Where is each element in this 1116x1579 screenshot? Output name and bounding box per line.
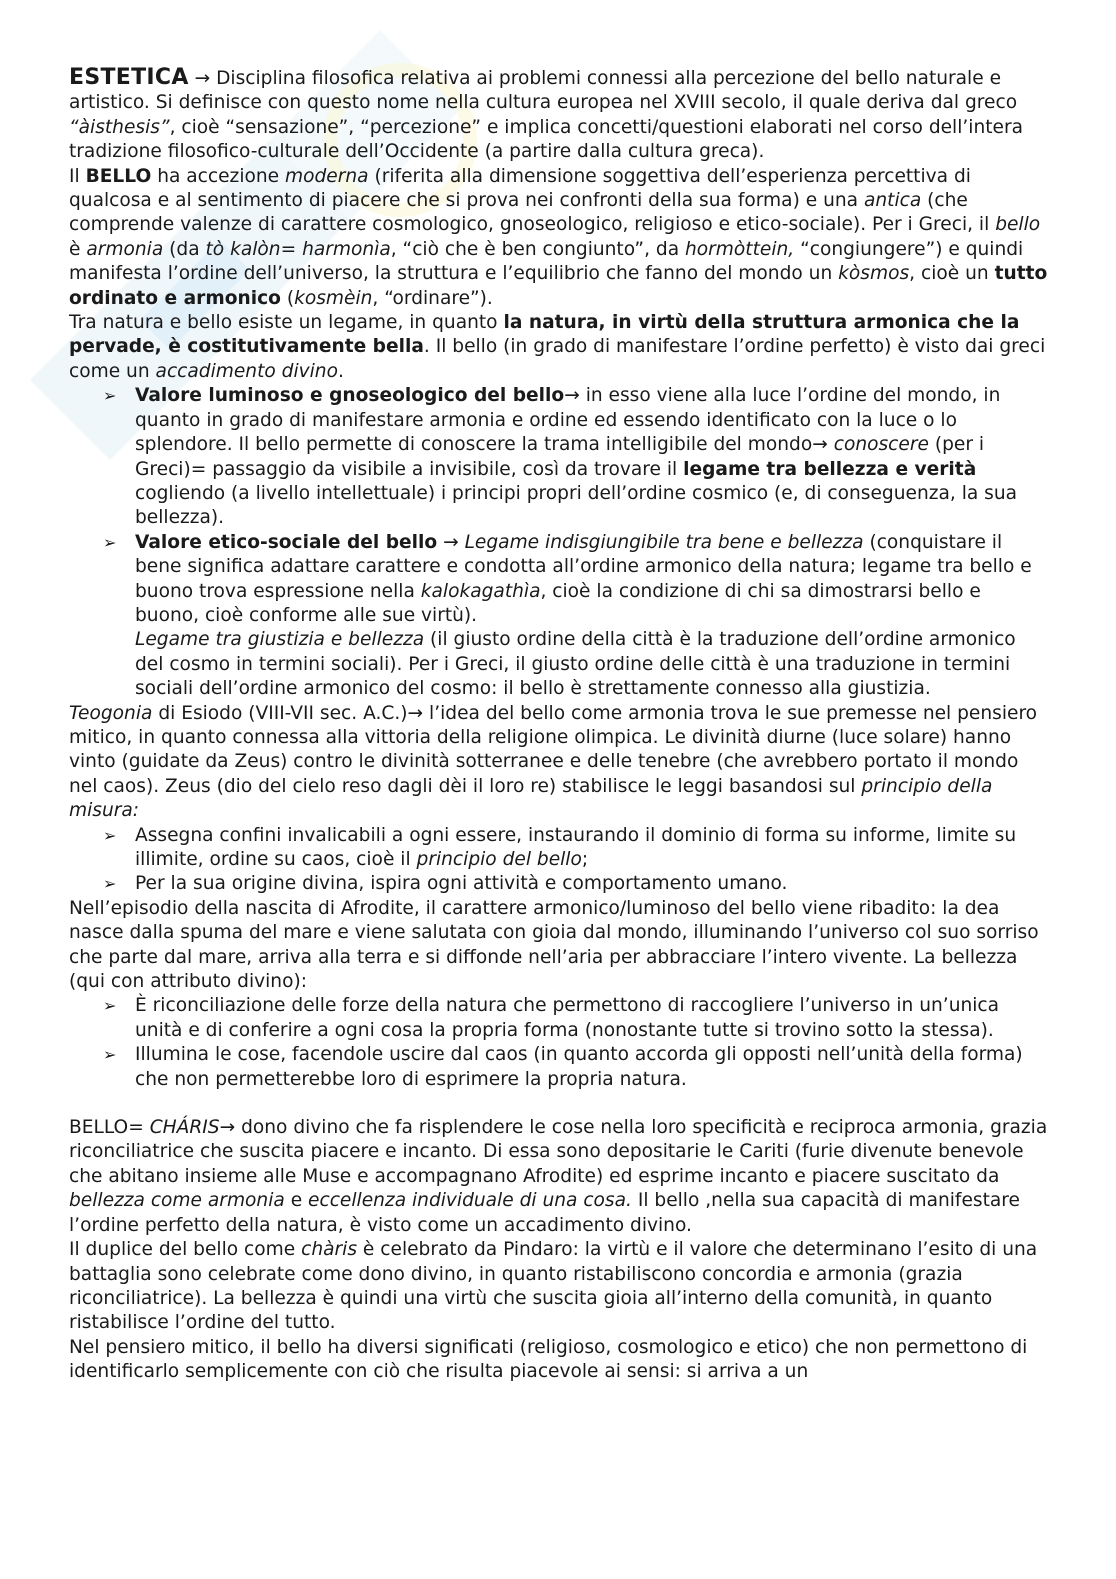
- arrow-bullet-icon: ➢: [103, 386, 117, 406]
- charis-paragraph: BELLO= CHÁRIS→ dono divino che fa risplendere le cose nella loro specificità e reciproca armonia, grazia riconciliatrice che suscita piacere e incanto. Di essa sono depositarie le Cariti (furie divenute benevole che abitano insieme alle Muse e accompagnano Afrodite) ed esprime incanto e piacere suscitato da bellezza come armonia e eccellenza individuale di una cosa. Il bello ,nella sua capacità di manifestare l’ordine perfetto della natura, è visto come un accadimento divino.: [69, 1117, 1048, 1236]
- arrow-bullet-icon: ➢: [103, 825, 117, 845]
- list-item: ➢ Illumina le cose, facendole uscire dal caos (in quanto accorda gli opposti nell’unità della forma) che non permetterebbe loro di esprimere la propria natura.: [103, 1044, 1023, 1090]
- list-item: ➢ Assegna confini invalicabili a ogni essere, instaurando il dominio di forma su informe, limite su illimite, ordine su caos, cioè il principio del bello;: [103, 824, 1017, 870]
- intro-paragraph: ESTETICA → Disciplina filosofica relativa ai problemi connessi alla percezione del bello naturale e artistico. Si definisce con questo nome nella cultura europea nel XVIII secolo, il quale deriva dal greco “àisthesis”, cioè “sensazione”, “percezione” e implica concetti/questioni elaborati nel corso dell’intera tradizione filosofico-culturale dell’Occidente (a partire dalla cultura greca).: [69, 65, 1024, 163]
- afrodite-paragraph: Nell’episodio della nascita di Afrodite, il carattere armonico/luminoso del bello viene ribadito: la dea nasce dalla spuma del mare e viene salutata con gioia dal mondo, illuminando l’universo col suo sorriso che parte dal mare, arriva alla terra e si diffonde nell’aria per abbracciare l’intero vivente. La bellezza (qui con attributo divino):: [69, 897, 1039, 993]
- list-item: ➢ Valore etico-sociale del bello → Legame indisgiungibile tra bene e bellezza (conquistare il bene significa adattare carattere e condotta all’ordine armonico della natura; legame tra bello e buono trova espressione nella kalokagathìa, cioè la condizione di chi sa dimostrarsi bello e buono, cioè conforme alle sue virtù). Legame tra giustizia e bellezza (il giusto ordine della città è la traduzione dell’ordine armonico del cosmo in termini sociali). Per i Greci, il giusto ordine delle città è una traduzione in termini sociali dell’ordine armonico del cosmo: il bello è strettamente connesso alla giustizia.: [103, 531, 1032, 700]
- mitico-paragraph: Nel pensiero mitico, il bello ha diversi significati (religioso, cosmologico e etico) che non permettono di identificarlo semplicemente con ciò che risulta piacevole ai sensi: si arriva a un: [69, 1336, 1028, 1383]
- misura-list: [69, 824, 1049, 897]
- arrow-bullet-icon: ➢: [103, 1045, 117, 1065]
- list-item: ➢ Per la sua origine divina, ispira ogni attività e comportamento umano.: [69, 872, 1049, 896]
- arrow-bullet-icon: ➢: [103, 874, 117, 894]
- page-title: ESTETICA: [69, 65, 189, 90]
- teogonia-paragraph: Teogonia di Esiodo (VIII-VII sec. A.C.)→ l’idea del bello come armonia trova le sue premesse nel pensiero mitico, in quanto connessa alla vittoria della religione olimpica. Le divinità diurne (luce solare) hanno vinto (guidate da Zeus) contro le divinità sotterranee e delle tenebre (che avrebbero portato il mondo nel caos). Zeus (dio del cielo reso dagli dèi il loro re) stabilisce le leggi basandosi sul principio della misura:: [69, 702, 1038, 822]
- arrow-bullet-icon: ➢: [103, 532, 117, 552]
- arrow-bullet-icon: ➢: [103, 996, 117, 1016]
- afrodite-list: [69, 994, 1049, 1092]
- natura-paragraph: Tra natura e bello esiste un legame, in quanto la natura, in virtù della struttura armonica che la pervade, è costitutivamente bella. Il bello (in grado di manifestare l’ordine perfetto) è visto dai greci come un accadimento divino.: [69, 312, 1046, 382]
- list-item: ➢ È riconciliazione delle forze della natura che permettono di raccogliere l’universo in un’unica unità e di conferire a ogni cosa la propria forma (nonostante tutte si trovino sotto la stessa).: [103, 995, 1000, 1041]
- paragraph-gap: [69, 1092, 1049, 1116]
- bello-paragraph: Il BELLO ha accezione moderna (riferita alla dimensione soggettiva dell’esperienza percettiva di qualcosa e al sentimento di piacere che si prova nei confronti della sua forma) e una antica (che comprende valenze di carattere cosmologico, gnoseologico, religioso e etico-sociale). Per i Greci, il bello è armonia (da tò kalòn= harmonìa, “ciò che è ben congiunto”, da hormòttein, “congiungere”) e quindi manifesta l’ordine dell’universo, la struttura e l’equilibrio che fanno del mondo un kòsmos, cioè un tutto ordinato e armonico (kosmèin, “ordinare”).: [69, 165, 1048, 309]
- pindaro-paragraph: Il duplice del bello come chàris è celebrato da Pindaro: la virtù e il valore che determinano l’esito di una battaglia sono celebrate come dono divino, in quanto ristabiliscono concordia e armonia (grazia riconciliatrice). La bellezza è quindi una virtù che suscita gioia all’interno della comunità, in quanto ristabilisce l’ordine del tutto.: [69, 1239, 1038, 1334]
- valori-list: [69, 384, 1049, 701]
- document-body: [69, 66, 1049, 1385]
- list-item: ➢ Valore luminoso e gnoseologico del bello→ in esso viene alla luce l’ordine del mondo, in quanto in grado di manifestare armonia e ordine ed essendo identificato con la luce o lo splendore. Il bello permette di conoscere la trama intelligibile del mondo→ conoscere (per i Greci)= passaggio da visibile a invisibile, così da trovare il legame tra bellezza e verità cogliendo (a livello intellettuale) i principi propri dell’ordine cosmico (e, di conseguenza, la sua bellezza).: [103, 385, 1018, 529]
